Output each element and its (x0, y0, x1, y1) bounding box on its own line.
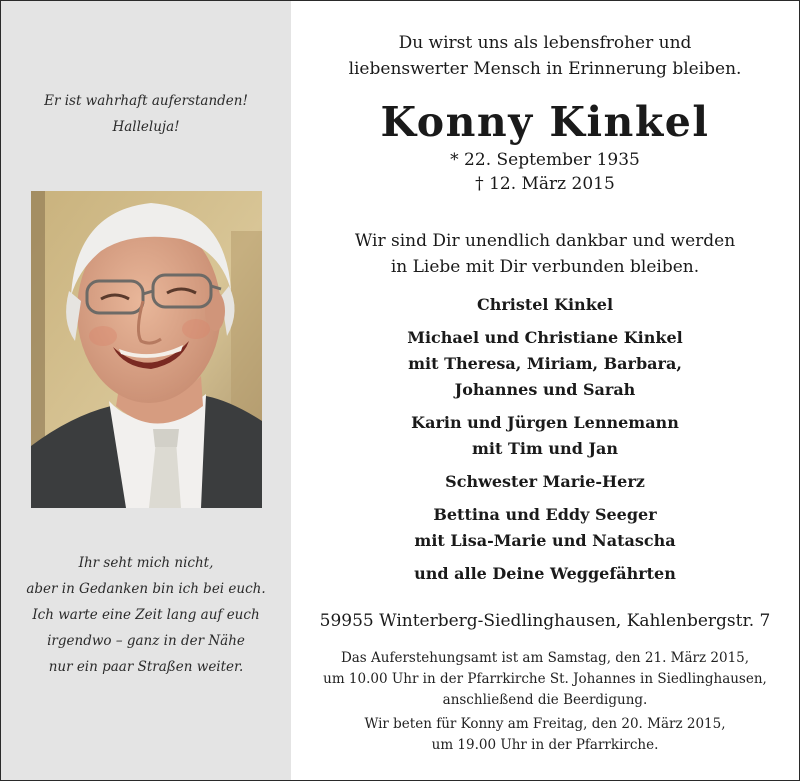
mourner-line: Johannes und Sarah (454, 380, 636, 399)
mourner-line: Bettina und Eddy Seeger (433, 505, 657, 524)
verse-line: Halleluja! (112, 119, 180, 135)
mourner-group (291, 292, 799, 318)
intro-line: Du wirst uns als lebensfroher und (398, 33, 692, 53)
funeral-service-info (291, 648, 799, 711)
main-column (291, 1, 799, 780)
mourner-line: mit Theresa, Miriam, Barbara, (408, 354, 682, 373)
farewell-verse (1, 550, 291, 680)
mourner-line: mit Tim und Jan (471, 439, 619, 458)
mourner-line: Schwester Marie-Herz (445, 472, 645, 491)
mourner-group (291, 561, 799, 587)
thanks-line: in Liebe mit Dir verbunden bleiben. (390, 257, 700, 277)
mourner-group (291, 410, 799, 462)
prayer-line: um 19.00 Uhr in der Pfarrkirche. (431, 737, 659, 753)
family-address: 59955 Winterberg-Siedlinghausen, Kahlenbergstr. 7 (319, 611, 771, 631)
portrait-illustration (31, 191, 262, 508)
left-sidebar (1, 1, 291, 780)
verse-line: irgendwo – ganz in der Nähe (47, 633, 245, 649)
intro-text (291, 30, 799, 82)
thanks-text (291, 228, 799, 280)
service-line: Das Auferstehungsamt ist am Samstag, den 21. März 2015, (340, 650, 750, 666)
mourner-line: Karin und Jürgen Lennemann (411, 413, 679, 432)
mourner-group (291, 469, 799, 495)
mourner-group (291, 502, 799, 554)
verse-line: Er ist wahrhaft auferstanden! (44, 93, 248, 109)
birth-date: * 22. September 1935 (450, 150, 640, 170)
mourner-line: und alle Deine Weggefährten (414, 564, 676, 583)
intro-line: liebenswerter Mensch in Erinnerung bleiben. (348, 59, 742, 79)
mourners-list (291, 292, 799, 594)
deceased-name: Konny Kinkel (380, 98, 710, 146)
easter-verse (1, 88, 291, 140)
thanks-line: Wir sind Dir unendlich dankbar und werden (354, 231, 736, 251)
life-dates (291, 148, 799, 196)
mourner-line: Michael und Christiane Kinkel (407, 328, 683, 347)
verse-line: Ich warte eine Zeit lang auf euch (32, 607, 260, 623)
portrait-photo (31, 191, 262, 508)
prayer-line: Wir beten für Konny am Freitag, den 20. März 2015, (364, 716, 726, 732)
verse-line: Ihr seht mich nicht, (78, 555, 214, 571)
verse-line: aber in Gedanken bin ich bei euch. (26, 581, 266, 597)
service-line: anschließend die Beerdigung. (442, 692, 648, 708)
mourner-line: Christel Kinkel (476, 295, 614, 314)
mourner-line: mit Lisa-Marie und Natascha (414, 531, 676, 550)
service-line: um 10.00 Uhr in der Pfarrkirche St. Johannes in Siedlinghausen, (323, 671, 767, 687)
verse-line: nur ein paar Straßen weiter. (48, 659, 244, 675)
death-date: † 12. März 2015 (475, 174, 615, 194)
mourner-group (291, 325, 799, 403)
prayer-service-info (291, 714, 799, 756)
